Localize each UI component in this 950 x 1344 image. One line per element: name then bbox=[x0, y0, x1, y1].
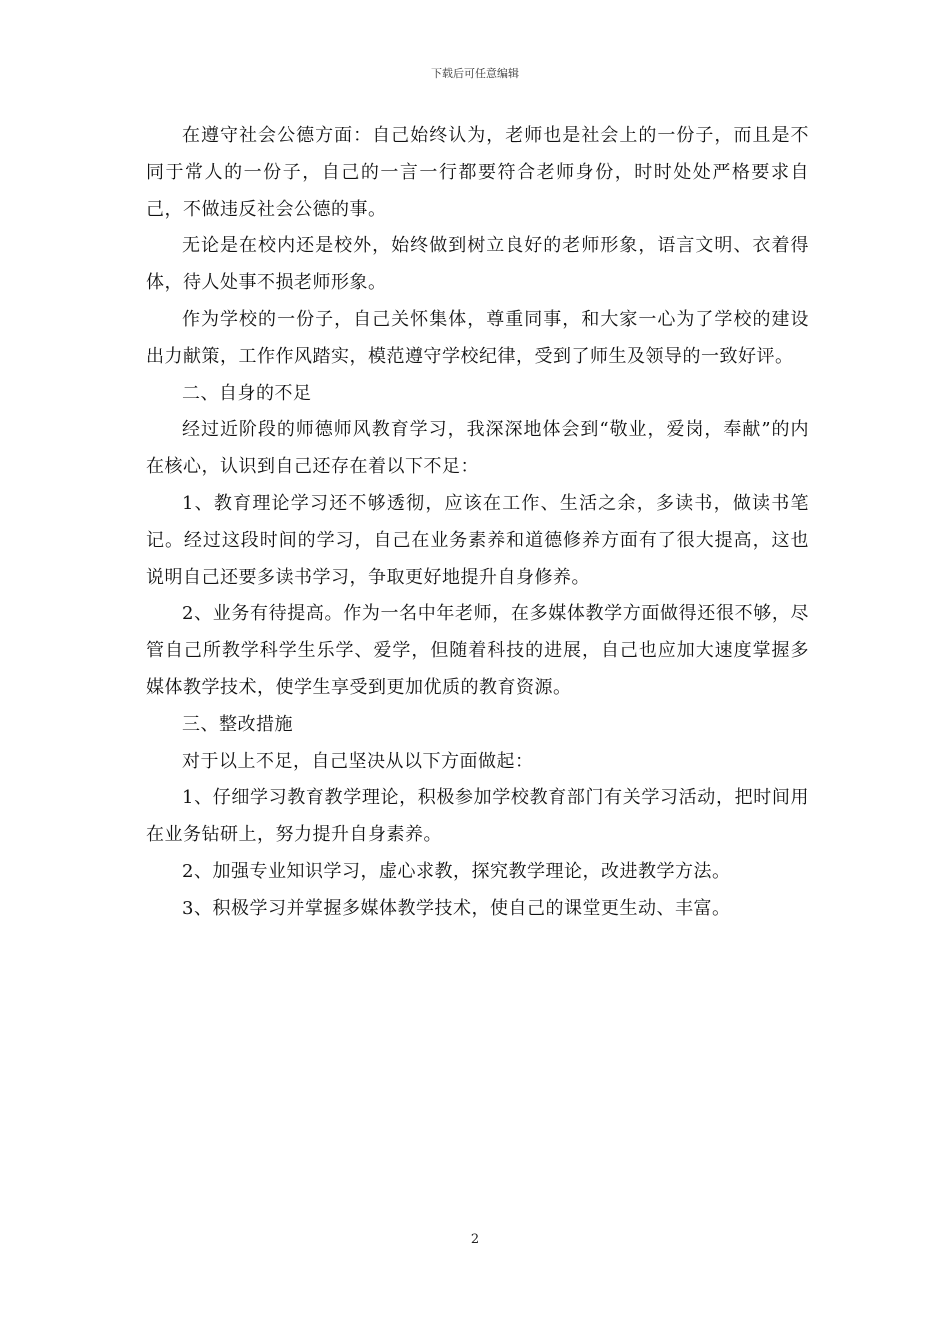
section-heading-shortcomings: 二、自身的不足 bbox=[182, 382, 312, 404]
paragraph-shortcomings-intro: 经过近阶段的师德师风教育学习，我深深地体会到“敬业，爱岗，奉献”的内在核心，认识到自己还存在着以下不足： bbox=[146, 419, 809, 478]
paragraph-collective: 作为学校的一份子，自己关怀集体，尊重同事，和大家一心为了学校的建设出力献策，工作作风踏实，模范遵守学校纪律，受到了师生及领导的一致好评。 bbox=[146, 308, 809, 367]
paragraph-teacher-image: 无论是在校内还是校外，始终做到树立良好的老师形象，语言文明、衣着得体，待人处事不损老师形象。 bbox=[146, 235, 809, 294]
page-header: 下载后可任意编辑 bbox=[431, 67, 519, 80]
paragraph-shortcoming-1: 1、教育理论学习还不够透彻，应该在工作、生活之余，多读书，做读书笔记。经过这段时间的学习，自己在业务素养和道德修养方面有了很大提高，这也说明自己还要多读书学习，争取更好地提升自身修养。 bbox=[146, 492, 809, 588]
paragraph-measures-intro: 对于以上不足，自己坚决从以下方面做起： bbox=[182, 750, 534, 772]
body-content bbox=[146, 118, 809, 928]
paragraph-measure-2: 2、加强专业知识学习，虚心求教，探究教学理论，改进教学方法。 bbox=[182, 860, 731, 882]
paragraph-public-morality: 在遵守社会公德方面：自己始终认为，老师也是社会上的一份子，而且是不同于常人的一份子，自己的一言一行都要符合老师身份，时时处处严格要求自己，不做违反社会公德的事。 bbox=[146, 125, 809, 220]
paragraph-shortcoming-2: 2、业务有待提高。作为一名中年老师，在多媒体教学方面做得还很不够，尽管自己所教学科学生乐学、爱学，但随着科技的进展，自己也应加大速度掌握多媒体教学技术，使学生享受到更加优质的教育资源。 bbox=[146, 603, 809, 698]
page-number: 2 bbox=[470, 1232, 480, 1247]
section-heading-measures: 三、整改措施 bbox=[182, 713, 293, 735]
paragraph-measure-3: 3、积极学习并掌握多媒体教学技术，使自己的课堂更生动、丰富。 bbox=[182, 897, 731, 919]
paragraph-measure-1: 1、仔细学习教育教学理论，积极参加学校教育部门有关学习活动，把时间用在业务钻研上，努力提升自身素养。 bbox=[146, 787, 809, 846]
